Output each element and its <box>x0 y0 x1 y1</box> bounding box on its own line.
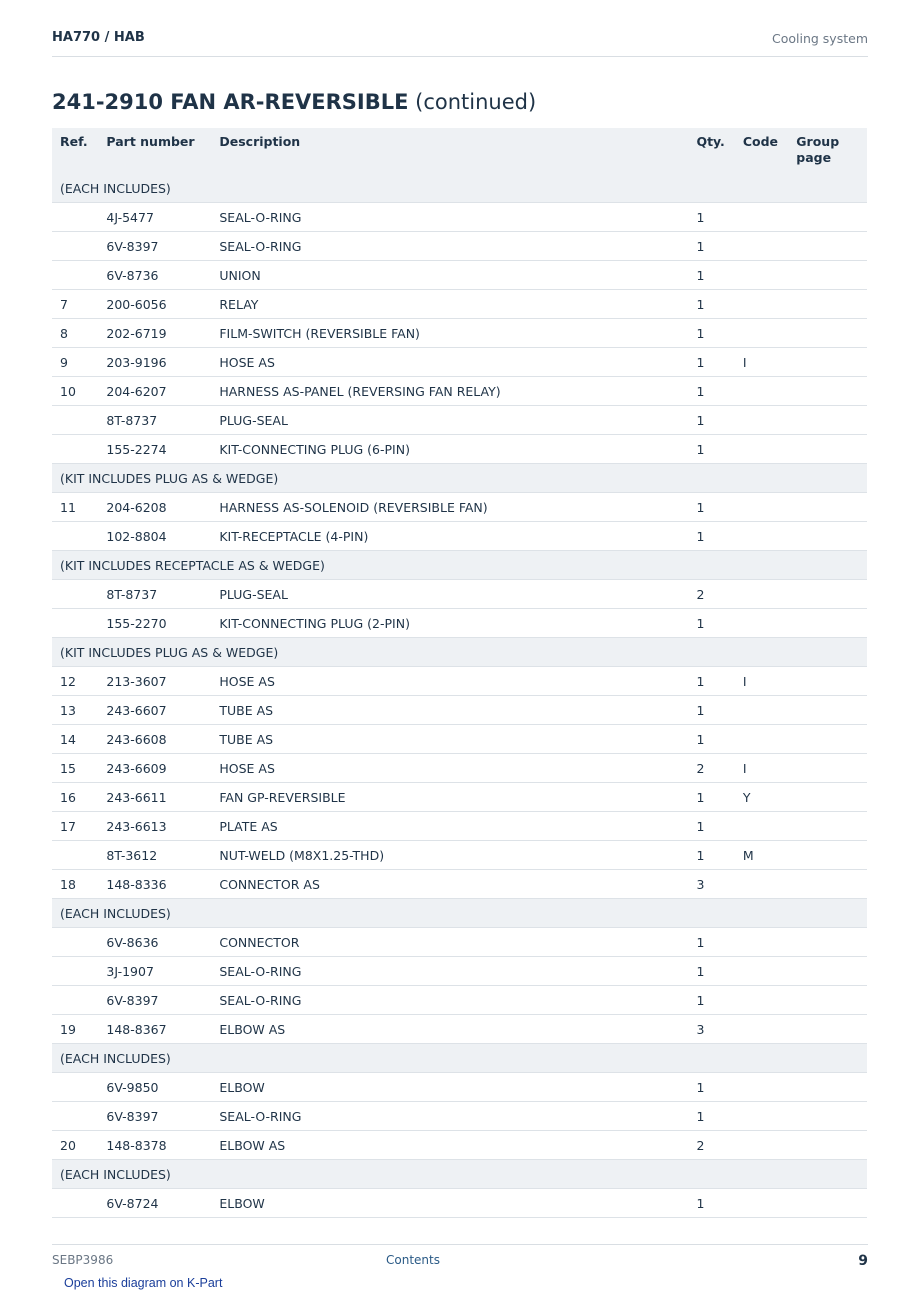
cell-description: FILM-SWITCH (REVERSIBLE FAN) <box>211 319 688 348</box>
cell-description: ELBOW AS <box>211 1131 688 1160</box>
note-text: (EACH INCLUDES) <box>52 899 867 928</box>
cell-ref <box>52 841 98 870</box>
table-row <box>52 580 867 609</box>
col-qty: Qty. <box>688 128 734 174</box>
cell-qty: 1 <box>688 696 734 725</box>
cell-group-page <box>788 522 867 551</box>
cell-group-page <box>788 290 867 319</box>
cell-qty: 2 <box>688 580 734 609</box>
cell-part-number: 148-8336 <box>98 870 211 899</box>
cell-group-page <box>788 667 867 696</box>
cell-group-page <box>788 754 867 783</box>
cell-ref <box>52 203 98 232</box>
cell-group-page <box>788 406 867 435</box>
cell-qty: 1 <box>688 928 734 957</box>
cell-group-page <box>788 957 867 986</box>
parts-table <box>52 128 867 1218</box>
cell-description: HOSE AS <box>211 754 688 783</box>
cell-ref <box>52 435 98 464</box>
cell-part-number: 8T-8737 <box>98 580 211 609</box>
cell-description: CONNECTOR <box>211 928 688 957</box>
cell-description: HARNESS AS-PANEL (REVERSING FAN RELAY) <box>211 377 688 406</box>
cell-part-number: 203-9196 <box>98 348 211 377</box>
table-row <box>52 435 867 464</box>
cell-group-page <box>788 696 867 725</box>
cell-ref <box>52 232 98 261</box>
note-row <box>52 551 867 580</box>
cell-part-number: 243-6613 <box>98 812 211 841</box>
cell-group-page <box>788 725 867 754</box>
table-row <box>52 870 867 899</box>
table-row <box>52 696 867 725</box>
cell-ref: 13 <box>52 696 98 725</box>
cell-group-page <box>788 928 867 957</box>
cell-code <box>735 812 788 841</box>
cell-ref: 19 <box>52 1015 98 1044</box>
document-id: SEBP3986 <box>52 1253 114 1267</box>
table-row <box>52 1131 867 1160</box>
cell-qty: 1 <box>688 319 734 348</box>
cell-description: ELBOW <box>211 1189 688 1218</box>
cell-qty: 1 <box>688 406 734 435</box>
cell-group-page <box>788 203 867 232</box>
cell-group-page <box>788 1015 867 1044</box>
cell-ref <box>52 1189 98 1218</box>
cell-ref: 8 <box>52 319 98 348</box>
cell-part-number: 243-6607 <box>98 696 211 725</box>
table-row <box>52 841 867 870</box>
cell-group-page <box>788 319 867 348</box>
table-row <box>52 290 867 319</box>
cell-qty: 1 <box>688 783 734 812</box>
cell-qty: 1 <box>688 203 734 232</box>
cell-description: HOSE AS <box>211 667 688 696</box>
page-header <box>52 28 868 57</box>
note-text: (EACH INCLUDES) <box>52 1160 867 1189</box>
note-row <box>52 1160 867 1189</box>
note-text: (KIT INCLUDES PLUG AS & WEDGE) <box>52 464 867 493</box>
cell-code <box>735 580 788 609</box>
table-row <box>52 928 867 957</box>
cell-part-number: 6V-9850 <box>98 1073 211 1102</box>
cell-qty: 1 <box>688 986 734 1015</box>
cell-code <box>735 522 788 551</box>
cell-description: NUT-WELD (M8X1.25-THD) <box>211 841 688 870</box>
cell-description: SEAL-O-RING <box>211 986 688 1015</box>
cell-description: ELBOW <box>211 1073 688 1102</box>
cell-group-page <box>788 348 867 377</box>
table-row <box>52 725 867 754</box>
cell-ref <box>52 609 98 638</box>
cell-group-page <box>788 841 867 870</box>
note-row <box>52 174 867 203</box>
cell-group-page <box>788 1073 867 1102</box>
cell-description: HOSE AS <box>211 348 688 377</box>
cell-group-page <box>788 261 867 290</box>
cell-part-number: 6V-8397 <box>98 1102 211 1131</box>
cell-ref: 16 <box>52 783 98 812</box>
cell-code <box>735 232 788 261</box>
cell-ref <box>52 928 98 957</box>
cell-qty: 1 <box>688 725 734 754</box>
cell-part-number: 4J-5477 <box>98 203 211 232</box>
cell-group-page <box>788 986 867 1015</box>
cell-qty: 3 <box>688 870 734 899</box>
cell-part-number: 6V-8636 <box>98 928 211 957</box>
cell-code: I <box>735 348 788 377</box>
col-code: Code <box>735 128 788 174</box>
table-row <box>52 812 867 841</box>
cell-ref <box>52 986 98 1015</box>
cell-ref <box>52 957 98 986</box>
cell-description: UNION <box>211 261 688 290</box>
title-assembly: 241-2910 FAN AR-REVERSIBLE <box>52 90 409 114</box>
col-group-page: Group page <box>788 128 867 174</box>
note-row <box>52 638 867 667</box>
cell-code <box>735 493 788 522</box>
note-row <box>52 899 867 928</box>
cell-group-page <box>788 580 867 609</box>
cell-part-number: 6V-8397 <box>98 986 211 1015</box>
kpart-link[interactable]: Open this diagram on K-Part <box>64 1276 223 1290</box>
cell-group-page <box>788 232 867 261</box>
cell-part-number: 213-3607 <box>98 667 211 696</box>
cell-part-number: 148-8367 <box>98 1015 211 1044</box>
table-row <box>52 754 867 783</box>
cell-description: TUBE AS <box>211 725 688 754</box>
table-row <box>52 232 867 261</box>
cell-group-page <box>788 783 867 812</box>
cell-group-page <box>788 1189 867 1218</box>
cell-ref: 7 <box>52 290 98 319</box>
cell-description: PLUG-SEAL <box>211 406 688 435</box>
cell-code <box>735 1131 788 1160</box>
table-row <box>52 1189 867 1218</box>
note-row <box>52 1044 867 1073</box>
cell-code <box>735 725 788 754</box>
cell-qty: 1 <box>688 435 734 464</box>
cell-ref <box>52 522 98 551</box>
cell-description: FAN GP-REVERSIBLE <box>211 783 688 812</box>
cell-part-number: 155-2274 <box>98 435 211 464</box>
cell-qty: 2 <box>688 1131 734 1160</box>
cell-ref: 18 <box>52 870 98 899</box>
cell-ref: 12 <box>52 667 98 696</box>
cell-description: PLUG-SEAL <box>211 580 688 609</box>
cell-part-number: 148-8378 <box>98 1131 211 1160</box>
page-title <box>52 90 536 114</box>
cell-code <box>735 377 788 406</box>
cell-group-page <box>788 377 867 406</box>
cell-qty: 1 <box>688 377 734 406</box>
cell-code <box>735 261 788 290</box>
cell-qty: 1 <box>688 290 734 319</box>
cell-code <box>735 290 788 319</box>
table-row <box>52 1102 867 1131</box>
cell-part-number: 6V-8724 <box>98 1189 211 1218</box>
cell-description: CONNECTOR AS <box>211 870 688 899</box>
table-row <box>52 986 867 1015</box>
note-row <box>52 464 867 493</box>
cell-code: M <box>735 841 788 870</box>
cell-part-number: 202-6719 <box>98 319 211 348</box>
cell-code <box>735 1102 788 1131</box>
table-row <box>52 522 867 551</box>
cell-group-page <box>788 1131 867 1160</box>
cell-description: SEAL-O-RING <box>211 957 688 986</box>
cell-code <box>735 406 788 435</box>
cell-part-number: 8T-8737 <box>98 406 211 435</box>
cell-group-page <box>788 1102 867 1131</box>
cell-description: PLATE AS <box>211 812 688 841</box>
note-text: (EACH INCLUDES) <box>52 1044 867 1073</box>
cell-part-number: 102-8804 <box>98 522 211 551</box>
table-header-row <box>52 128 867 174</box>
cell-part-number: 204-6207 <box>98 377 211 406</box>
cell-qty: 1 <box>688 232 734 261</box>
cell-part-number: 243-6609 <box>98 754 211 783</box>
cell-part-number: 200-6056 <box>98 290 211 319</box>
cell-code <box>735 928 788 957</box>
note-text: (KIT INCLUDES PLUG AS & WEDGE) <box>52 638 867 667</box>
cell-code: Y <box>735 783 788 812</box>
cell-ref: 17 <box>52 812 98 841</box>
cell-code <box>735 319 788 348</box>
table-row <box>52 667 867 696</box>
table-row <box>52 609 867 638</box>
cell-ref <box>52 1102 98 1131</box>
cell-qty: 1 <box>688 493 734 522</box>
cell-code <box>735 203 788 232</box>
cell-group-page <box>788 870 867 899</box>
cell-ref: 15 <box>52 754 98 783</box>
table-row <box>52 377 867 406</box>
cell-qty: 1 <box>688 841 734 870</box>
cell-description: HARNESS AS-SOLENOID (REVERSIBLE FAN) <box>211 493 688 522</box>
cell-description: KIT-CONNECTING PLUG (2-PIN) <box>211 609 688 638</box>
col-part-number: Part number <box>98 128 211 174</box>
cell-description: SEAL-O-RING <box>211 232 688 261</box>
section-label: Cooling system <box>772 31 868 46</box>
cell-code <box>735 696 788 725</box>
cell-qty: 1 <box>688 261 734 290</box>
table-row <box>52 261 867 290</box>
cell-part-number: 6V-8397 <box>98 232 211 261</box>
cell-part-number: 204-6208 <box>98 493 211 522</box>
table-row <box>52 203 867 232</box>
cell-ref: 11 <box>52 493 98 522</box>
cell-qty: 1 <box>688 522 734 551</box>
cell-group-page <box>788 609 867 638</box>
col-description: Description <box>211 128 688 174</box>
cell-qty: 1 <box>688 812 734 841</box>
cell-code <box>735 1189 788 1218</box>
cell-description: TUBE AS <box>211 696 688 725</box>
page-number: 9 <box>858 1253 868 1269</box>
cell-qty: 2 <box>688 754 734 783</box>
cell-qty: 1 <box>688 957 734 986</box>
table-row <box>52 1015 867 1044</box>
cell-ref: 9 <box>52 348 98 377</box>
cell-ref <box>52 580 98 609</box>
cell-code <box>735 1073 788 1102</box>
note-text: (KIT INCLUDES RECEPTACLE AS & WEDGE) <box>52 551 867 580</box>
cell-ref: 20 <box>52 1131 98 1160</box>
table-row <box>52 319 867 348</box>
cell-code <box>735 609 788 638</box>
cell-part-number: 243-6608 <box>98 725 211 754</box>
cell-ref <box>52 261 98 290</box>
table-row <box>52 957 867 986</box>
parts-table-body <box>52 174 867 1218</box>
table-row <box>52 783 867 812</box>
cell-ref <box>52 1073 98 1102</box>
cell-qty: 1 <box>688 1189 734 1218</box>
table-row <box>52 493 867 522</box>
cell-code <box>735 957 788 986</box>
title-suffix: (continued) <box>408 90 537 114</box>
table-row <box>52 1073 867 1102</box>
cell-group-page <box>788 812 867 841</box>
col-ref: Ref. <box>52 128 98 174</box>
cell-qty: 3 <box>688 1015 734 1044</box>
cell-ref <box>52 406 98 435</box>
cell-code: I <box>735 667 788 696</box>
cell-code: I <box>735 754 788 783</box>
cell-part-number: 6V-8736 <box>98 261 211 290</box>
cell-code <box>735 870 788 899</box>
cell-qty: 1 <box>688 1102 734 1131</box>
cell-qty: 1 <box>688 1073 734 1102</box>
model-label: HA770 / HAB <box>52 30 145 45</box>
cell-description: SEAL-O-RING <box>211 203 688 232</box>
cell-qty: 1 <box>688 348 734 377</box>
cell-description: KIT-RECEPTACLE (4-PIN) <box>211 522 688 551</box>
cell-description: ELBOW AS <box>211 1015 688 1044</box>
cell-ref: 10 <box>52 377 98 406</box>
cell-code <box>735 986 788 1015</box>
cell-description: KIT-CONNECTING PLUG (6-PIN) <box>211 435 688 464</box>
table-row <box>52 406 867 435</box>
cell-part-number: 243-6611 <box>98 783 211 812</box>
note-text: (EACH INCLUDES) <box>52 174 867 203</box>
cell-qty: 1 <box>688 609 734 638</box>
cell-qty: 1 <box>688 667 734 696</box>
cell-code <box>735 1015 788 1044</box>
cell-description: RELAY <box>211 290 688 319</box>
cell-code <box>735 435 788 464</box>
table-row <box>52 348 867 377</box>
cell-part-number: 3J-1907 <box>98 957 211 986</box>
contents-link[interactable]: Contents <box>386 1253 440 1267</box>
cell-ref: 14 <box>52 725 98 754</box>
cell-group-page <box>788 493 867 522</box>
cell-group-page <box>788 435 867 464</box>
page-footer <box>52 1244 868 1275</box>
cell-part-number: 155-2270 <box>98 609 211 638</box>
cell-description: SEAL-O-RING <box>211 1102 688 1131</box>
cell-part-number: 8T-3612 <box>98 841 211 870</box>
